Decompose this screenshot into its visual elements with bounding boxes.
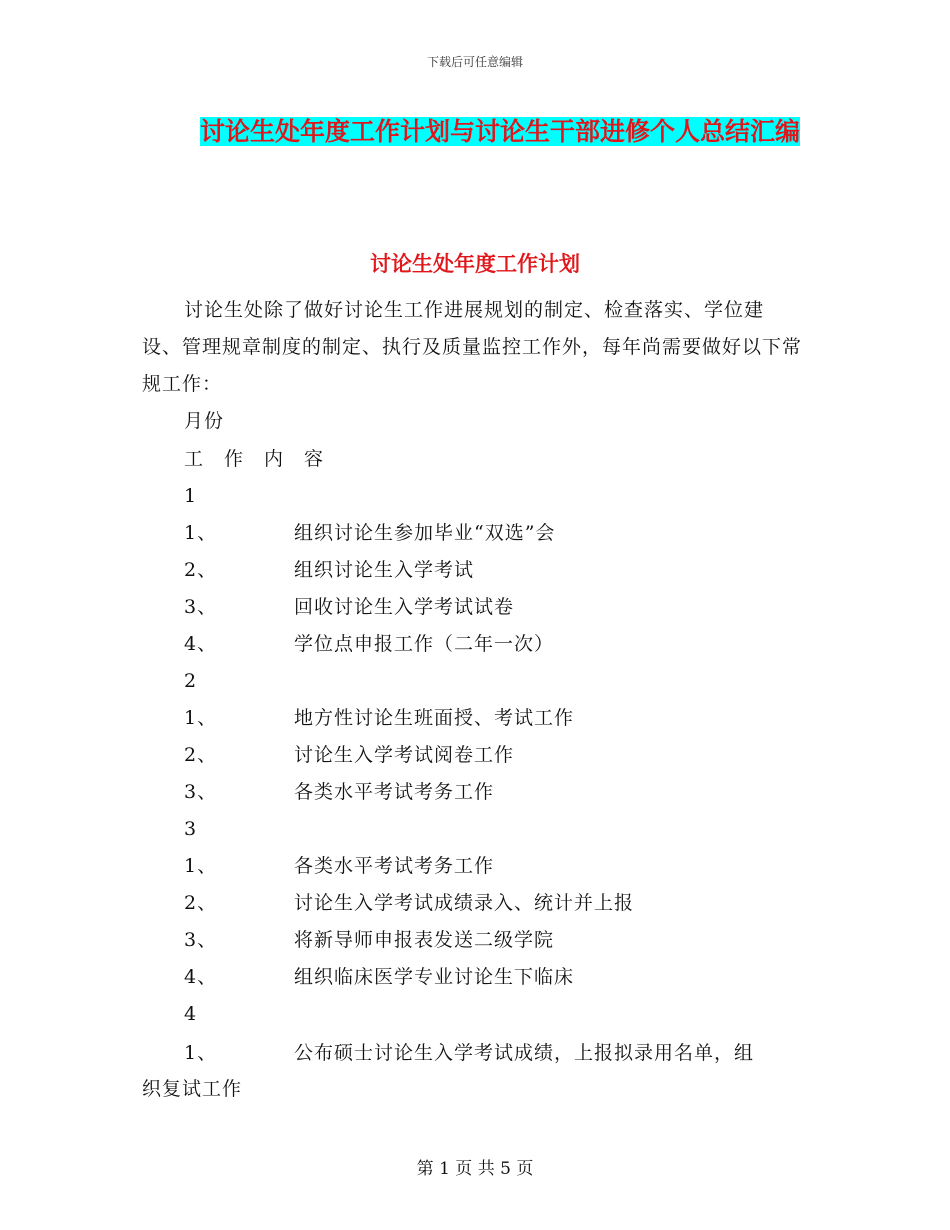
section-title: 讨论生处年度工作计划 xyxy=(370,252,580,276)
list-item xyxy=(184,1040,754,1066)
item-number: 3、 xyxy=(184,929,218,951)
item-text: 公布硕士讨论生入学考试成绩，上报拟录用名单，组 xyxy=(294,1042,755,1064)
item-number: 1、 xyxy=(184,1042,218,1064)
month-heading: 3 xyxy=(184,818,198,840)
item-number: 4、 xyxy=(184,966,218,988)
list-item xyxy=(184,631,554,657)
list-item xyxy=(184,927,554,953)
item-number: 2、 xyxy=(184,744,218,766)
item-number: 4、 xyxy=(184,633,218,655)
item-text: 组织讨论生参加毕业“双选”会 xyxy=(294,522,556,544)
item-text-continuation: 织复试工作 xyxy=(142,1078,243,1100)
item-text: 回收讨论生入学考试试卷 xyxy=(294,596,515,618)
list-item xyxy=(184,890,634,916)
item-text: 将新导师申报表发送二级学院 xyxy=(294,929,555,951)
item-text: 讨论生入学考试成绩录入、统计并上报 xyxy=(294,892,635,914)
item-text: 各类水平考试考务工作 xyxy=(294,855,495,877)
item-number: 1、 xyxy=(184,855,218,877)
list-item xyxy=(184,594,514,620)
label-month: 月份 xyxy=(184,410,225,432)
item-number: 3、 xyxy=(184,596,218,618)
list-item xyxy=(184,520,555,546)
label-content: 工 作 内 容 xyxy=(184,448,325,470)
list-item xyxy=(184,853,494,879)
item-text: 组织讨论生入学考试 xyxy=(294,559,475,581)
list-item xyxy=(184,557,474,583)
item-number: 2、 xyxy=(184,892,218,914)
item-text: 各类水平考试考务工作 xyxy=(294,781,495,803)
month-heading: 4 xyxy=(184,1003,198,1025)
list-item xyxy=(184,742,514,768)
document-title-text: 讨论生处年度工作计划与讨论生干部进修个人总结汇编 xyxy=(199,117,800,146)
month-heading: 1 xyxy=(184,485,198,507)
item-text: 地方性讨论生班面授、考试工作 xyxy=(294,707,575,729)
list-item xyxy=(184,964,574,990)
list-item xyxy=(184,779,494,805)
page-footer: 第 1 页 共 5 页 xyxy=(416,1159,534,1179)
item-number: 1、 xyxy=(184,522,218,544)
item-number: 3、 xyxy=(184,781,218,803)
item-text: 学位点申报工作（二年一次） xyxy=(294,633,555,655)
item-text: 讨论生入学考试阅卷工作 xyxy=(294,744,515,766)
page-header-note: 下载后可任意编辑 xyxy=(426,55,523,69)
item-text: 组织临床医学专业讨论生下临床 xyxy=(294,966,575,988)
month-heading: 2 xyxy=(184,670,198,692)
list-item xyxy=(184,705,574,731)
item-number: 1、 xyxy=(184,707,218,729)
intro-paragraph: 讨论生处除了做好讨论生工作进展规划的制定、检查落实、学位建设、管理规章制度的制定、执行及质量监控工作外，每年尚需要做好以下常规工作： xyxy=(142,299,803,395)
item-number: 2、 xyxy=(184,559,218,581)
document-title xyxy=(190,110,810,154)
